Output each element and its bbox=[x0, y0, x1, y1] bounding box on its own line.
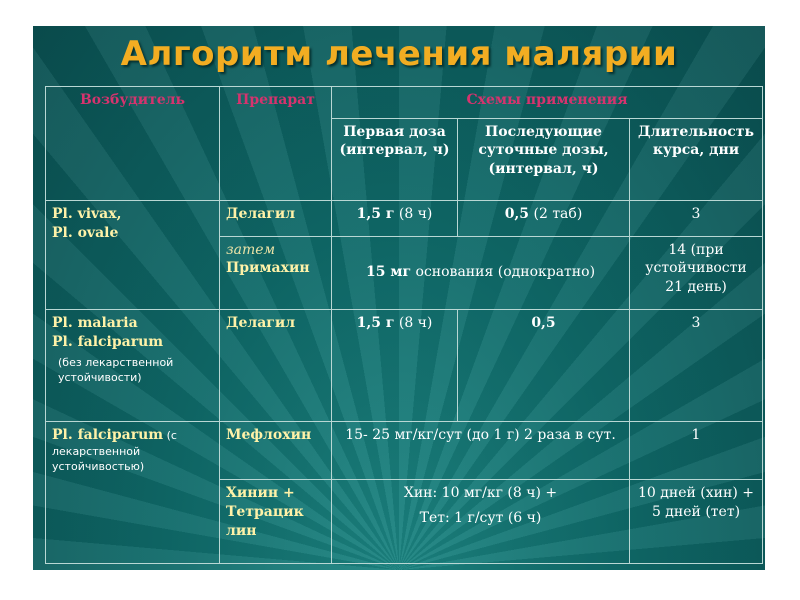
subsequent-dose-cell: 0,5 bbox=[458, 310, 630, 422]
pathogen-note-inline: (с bbox=[163, 428, 177, 442]
header-schemes: Схемы применения bbox=[332, 87, 763, 119]
dose-value: 15 мг bbox=[365, 264, 412, 281]
header-first-dose: Первая доза (интервал, ч) bbox=[332, 118, 458, 200]
header-pathogen: Возбудитель bbox=[46, 87, 220, 201]
first-dose-cell bbox=[332, 310, 458, 422]
dose-interval: (2 таб) bbox=[529, 205, 583, 222]
duration-cell: 3 bbox=[630, 200, 763, 236]
pathogen-line: Pl. ovale bbox=[52, 224, 119, 241]
first-dose-cell bbox=[332, 200, 458, 236]
pathogen-line: Pl. malaria bbox=[52, 315, 138, 332]
pathogen-note: лекарственной устойчивостью) bbox=[52, 444, 145, 473]
drug-name: Примахин bbox=[226, 260, 310, 277]
primakhin-scheme-cell bbox=[332, 236, 630, 310]
pathogen-malaria-falciparum bbox=[46, 310, 220, 422]
pathogen-falciparum-resistant bbox=[46, 421, 220, 563]
drug-primakhin bbox=[220, 236, 332, 310]
drug-delagil-2: Делагил bbox=[220, 310, 332, 422]
drug-meflokhin: Мефлохин bbox=[220, 421, 332, 479]
duration-cell: 10 дней (хин) + 5 дней (тет) bbox=[630, 479, 763, 563]
pathogen-line: Pl. vivax, bbox=[52, 205, 122, 222]
pathogen-line: Pl. falciparum bbox=[52, 334, 164, 351]
slide-title: Алгоритм лечения малярии bbox=[120, 34, 678, 74]
dose-interval: (8 ч) bbox=[394, 315, 433, 332]
header-subsequent-doses: Последующие суточные дозы, (интервал, ч) bbox=[458, 118, 630, 200]
header-drug: Препарат bbox=[220, 87, 332, 201]
dose-value: 1,5 г bbox=[356, 205, 395, 222]
header-duration: Длительность курса, дни bbox=[630, 118, 763, 200]
pathogen-note: (без лекарственной устойчивости) bbox=[58, 355, 174, 384]
pathogen-vivax-ovale bbox=[46, 200, 220, 310]
meflokhin-scheme-cell: 15- 25 мг/кг/сут (до 1 г) 2 раза в сут. bbox=[332, 421, 630, 479]
pathogen-name: Pl. falciparum bbox=[52, 426, 164, 443]
drug-then-label: затем bbox=[226, 241, 276, 258]
drug-khinin-tetracycline: Хинин + Тетрацик лин bbox=[220, 479, 332, 563]
drug-delagil-1: Делагил bbox=[220, 200, 332, 236]
khinin-scheme-cell bbox=[332, 479, 630, 563]
dose-description: основания (однократно) bbox=[411, 264, 596, 281]
dose-value: 1,5 г bbox=[356, 315, 395, 332]
slide bbox=[33, 26, 765, 570]
scheme-line: Тет: 1 г/сут (6 ч) bbox=[419, 509, 542, 526]
dose-value: 0,5 bbox=[504, 205, 530, 222]
subsequent-dose-cell bbox=[458, 200, 630, 236]
duration-cell: 3 bbox=[630, 310, 763, 422]
duration-cell: 1 bbox=[630, 421, 763, 479]
dose-interval: (8 ч) bbox=[394, 205, 433, 222]
duration-cell: 14 (при устойчивости 21 день) bbox=[630, 236, 763, 310]
treatment-table bbox=[45, 86, 763, 564]
scheme-line: Хин: 10 мг/кг (8 ч) + bbox=[403, 484, 558, 501]
